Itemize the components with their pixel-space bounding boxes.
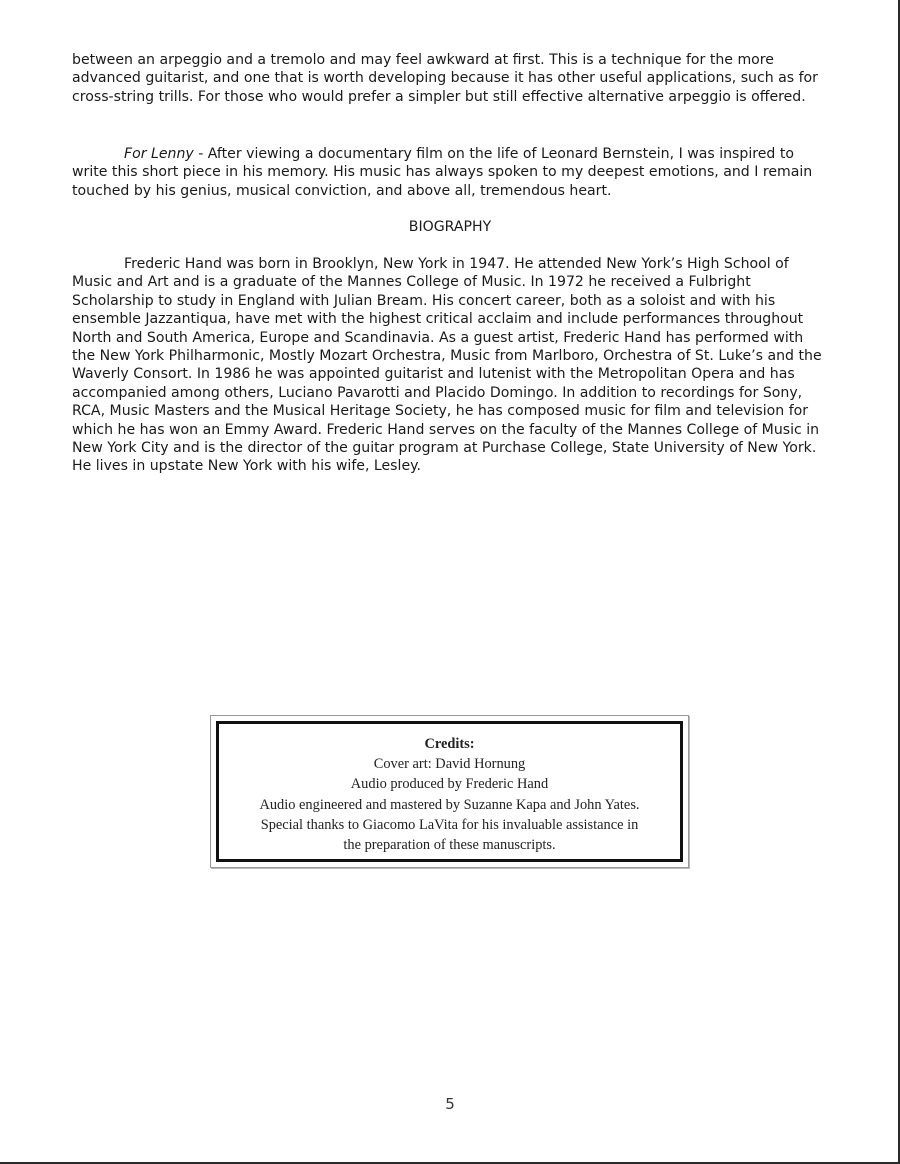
credits-inner-border <box>216 721 683 862</box>
credits-line-audio-engineered: Audio engineered and mastered by Suzanne Kapa and John Yates. <box>259 796 640 813</box>
credits-line-special-thanks: Special thanks to Giacomo LaVita for his invaluable assistance in <box>260 816 639 833</box>
biography-paragraph <box>72 255 828 476</box>
intro-paragraph-text: between an arpeggio and a tremolo and may feel awkward at first. This is a technique for the more advanced guitarist, and one that is worth developing because it has other useful applications, such as for cross-string trills. For those who would prefer a simpler but still effective alternative arpeggio is offered. <box>72 52 818 105</box>
for-lenny-paragraph <box>72 145 828 200</box>
biography-text: Frederic Hand was born in Brooklyn, New York in 1947. He attended New York’s High School of Music and Art and is a graduate of the Mannes College of Music. In 1972 he received a Fulbright Scholarship to study in England with Julian Bream. His concert career, both as a soloist and with his ensemble Jazzantiqua, have met with the highest critical acclaim and include performances throughout North and South America, Europe and Scandinavia. As a guest artist, Frederic Hand has performed with the New York Philharmonic, Mostly Mozart Orchestra, Music from Marlboro, Orchestra of St. Luke’s and the Waverly Consort. In 1986 he was appointed guitarist and lutenist with the Metropolitan Opera and has accompanied among others, Luciano Pavarotti and Placido Domingo. In addition to recordings for Sony, RCA, Music Masters and the Musical Heritage Society, he has composed music for film and television for which he has won an Emmy Award. Frederic Hand serves on the faculty of the Mannes College of Music in New York City and is the director of the guitar program at Purchase College, State University of New York. He lives in upstate New York with his wife, Lesley. <box>72 256 822 475</box>
page-number: 5 <box>445 1095 455 1113</box>
for-lenny-title: For Lenny <box>124 146 194 162</box>
credits-title: Credits: <box>424 736 475 752</box>
for-lenny-text <box>72 145 828 200</box>
credits-line-cover-art: Cover art: David Hornung <box>373 756 526 773</box>
credits-line-manuscripts: the preparation of these manuscripts. <box>343 837 556 854</box>
credits-box <box>210 715 689 868</box>
intro-paragraph <box>72 51 828 106</box>
credits-line-audio-produced: Audio produced by Frederic Hand <box>350 776 549 793</box>
biography-heading: BIOGRAPHY <box>408 219 492 235</box>
for-lenny-body: - After viewing a documentary film on the life of Leonard Bernstein, I was inspired to write this short piece in his memory. His music has always spoken to my deepest emotions, and I remain touched by his genius, musical conviction, and above all, tremendous heart. <box>72 146 813 199</box>
